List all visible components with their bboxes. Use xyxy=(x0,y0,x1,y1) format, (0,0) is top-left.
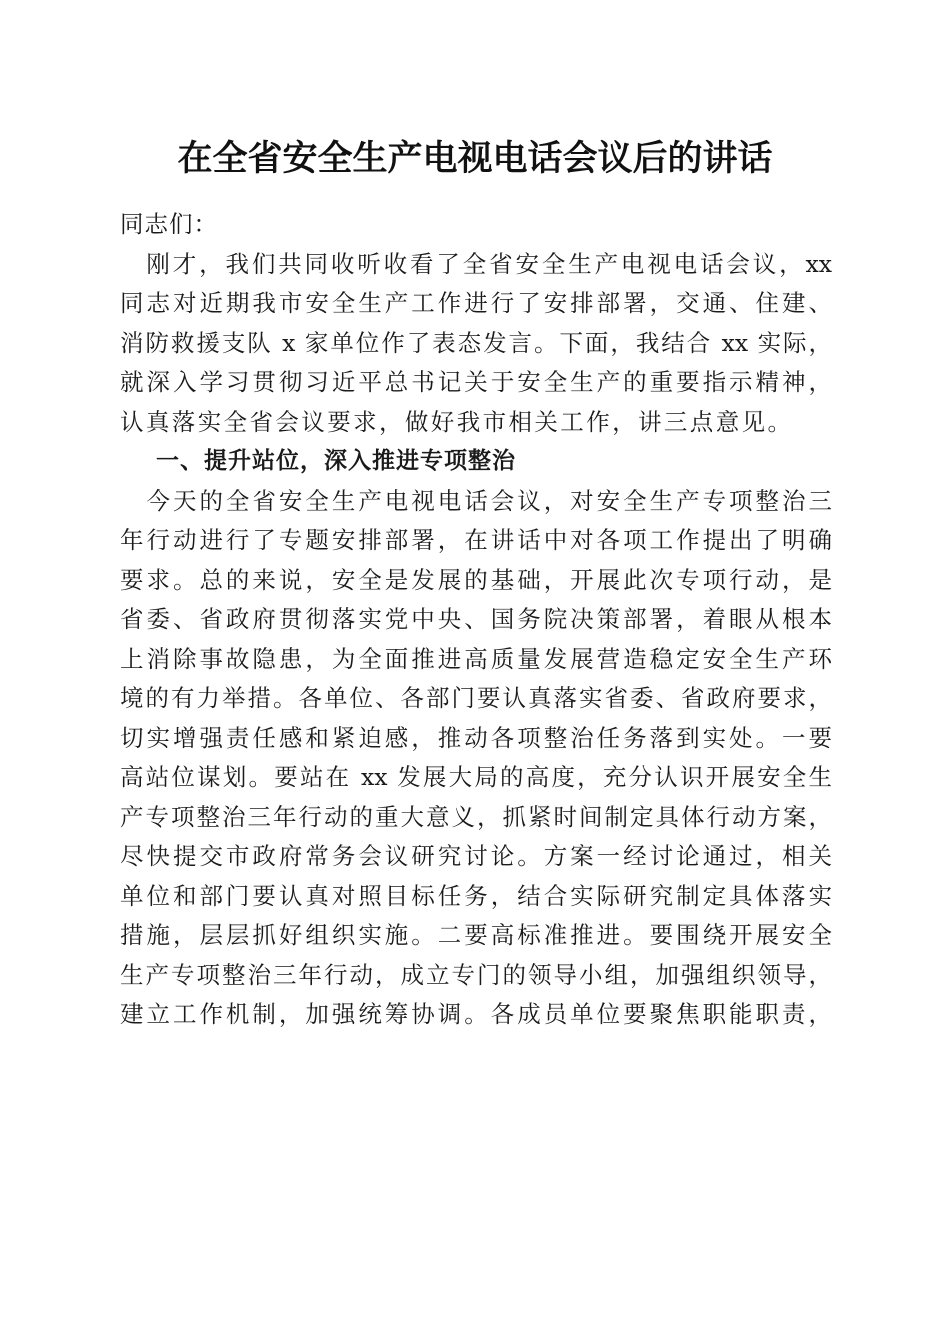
paragraph-line: 就深入学习贯彻习近平总书记关于安全生产的重要指示精神， xyxy=(120,368,832,396)
section-1-paragraph xyxy=(120,482,832,1035)
paragraph-line: 生产专项整治三年行动，成立专门的领导小组，加强组织领导， xyxy=(120,960,832,989)
paragraph-line: 今天的全省安全生产电视电话会议，对安全生产专项整治三 xyxy=(120,486,832,515)
paragraph-line: 尽快提交市政府常务会议研究讨论。方案一经讨论通过，相关 xyxy=(120,842,832,870)
paragraph-line: 切实增强责任感和紧迫感，推动各项整治任务落到实处。一要 xyxy=(120,723,832,752)
paragraph-line: 省委、省政府贯彻落实党中央、国务院决策部署，着眼从根本 xyxy=(120,605,832,633)
paragraph-line: 措施，层层抓好组织实施。二要高标准推进。要围绕开展安全 xyxy=(120,921,832,949)
document-body xyxy=(120,205,832,1035)
document-title: 在全省安全生产电视电话会议后的讲话 xyxy=(177,138,773,179)
intro-paragraph xyxy=(120,245,832,443)
paragraph-line: 年行动进行了专题安排部署，在讲话中对各项工作提出了明确 xyxy=(120,526,832,554)
paragraph-line: 单位和部门要认真对照目标任务，结合实际研究制定具体落实 xyxy=(120,881,832,910)
paragraph-line: 境的有力举措。各单位、各部门要认真落实省委、省政府要求， xyxy=(120,684,832,712)
paragraph-line: 消防救援支队 x 家单位作了表态发言。下面，我结合 xx 实际， xyxy=(120,328,832,357)
greeting: 同志们： xyxy=(120,210,218,238)
paragraph-line: 上消除事故隐患，为全面推进高质量发展营造稳定安全生产环 xyxy=(120,644,832,673)
paragraph-line: 要求。总的来说，安全是发展的基础，开展此次专项行动，是 xyxy=(120,565,832,594)
paragraph-line: 产专项整治三年行动的重大意义，抓紧时间制定具体行动方案， xyxy=(120,802,832,831)
paragraph-line: 高站位谋划。要站在 xx 发展大局的高度，充分认识开展安全生 xyxy=(120,763,832,791)
paragraph-line: 同志对近期我市安全生产工作进行了安排部署，交通、住建、 xyxy=(120,289,832,317)
paragraph-line: 认真落实全省会议要求，做好我市相关工作，讲三点意见。 xyxy=(120,407,794,436)
paragraph-line: 建立工作机制，加强统筹协调。各成员单位要聚焦职能职责， xyxy=(120,1000,832,1028)
paragraph-line: 刚才，我们共同收听收看了全省安全生产电视电话会议，xx xyxy=(120,249,832,278)
section-heading: 一、提升站位，深入推进专项整治 xyxy=(156,448,516,474)
